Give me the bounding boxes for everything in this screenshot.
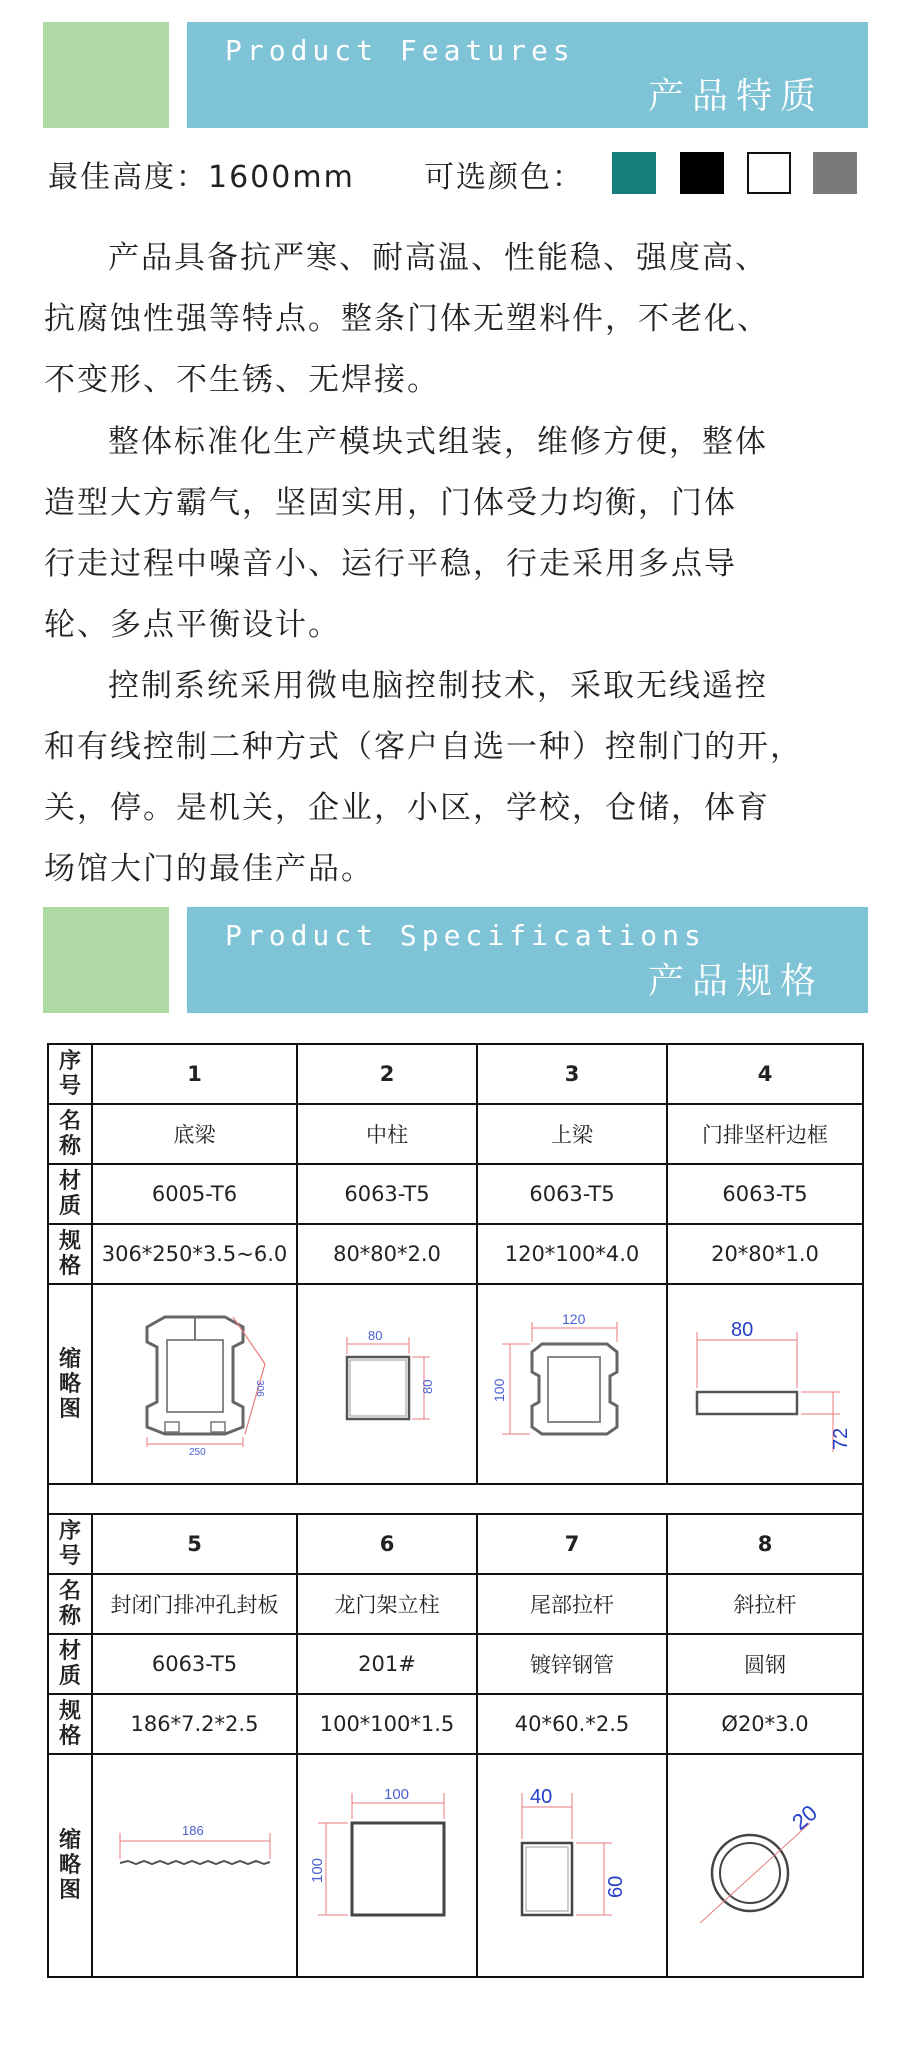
item-material: 6063-T5 (92, 1634, 297, 1694)
para-line: 整体标准化生产模块式组装，维修方便，整体 (108, 424, 768, 460)
color-swatch-gray (813, 152, 857, 194)
dim-label: 80 (731, 1318, 754, 1341)
row-header-sketch: 缩略图 (48, 1754, 92, 1977)
specs-title-cn: 产品规格 (647, 961, 824, 1002)
para-line: 行走过程中噪音小、运行平稳，行走采用多点导 (44, 546, 737, 582)
row-header-material: 材质 (48, 1164, 92, 1224)
item-spec: 80*80*2.0 (297, 1224, 477, 1284)
table-row (48, 1284, 863, 1484)
row-header-spec: 规格 (48, 1694, 92, 1754)
dim-label: 40 (530, 1786, 553, 1808)
features-title-cn: 产品特质 (647, 76, 824, 117)
table-row (48, 1514, 863, 1574)
item-number: 8 (667, 1514, 863, 1574)
diagonal-rod-profile-drawing (670, 1773, 860, 1953)
para-line: 关，停。是机关，企业，小区，学校，仓储，体育 (44, 790, 770, 826)
paragraph-features (44, 228, 884, 411)
item-material: 6005-T6 (92, 1164, 297, 1224)
row-header-seq: 序号 (48, 1044, 92, 1104)
color-swatch-black (680, 152, 724, 194)
table-row (48, 1754, 863, 1977)
color-label: 可选颜色： (424, 160, 584, 195)
table-row (48, 1164, 863, 1224)
sketch-cover-plate (92, 1754, 297, 1977)
sketch-frame (667, 1284, 863, 1484)
table-row (48, 1694, 863, 1754)
sketch-center-post (297, 1284, 477, 1484)
item-spec: 40*60.*2.5 (477, 1694, 667, 1754)
table-row (48, 1224, 863, 1284)
item-spec: 186*7.2*2.5 (92, 1694, 297, 1754)
item-spec: 100*100*1.5 (297, 1694, 477, 1754)
item-number: 3 (477, 1044, 667, 1104)
center-post-profile-drawing (302, 1302, 472, 1462)
dim-label: 100 (309, 1857, 326, 1883)
sketch-gantry-post (297, 1754, 477, 1977)
item-number: 4 (667, 1044, 863, 1104)
bottom-beam-profile-drawing (105, 1302, 285, 1462)
color-swatch-white (747, 152, 791, 194)
table-row (48, 1574, 863, 1634)
dim-label: 80 (368, 1327, 383, 1343)
paragraph-control (44, 656, 884, 900)
cover-plate-profile-drawing (100, 1773, 290, 1953)
item-number: 1 (92, 1044, 297, 1104)
table-row (48, 1104, 863, 1164)
header-green-block (43, 22, 169, 128)
item-name: 上梁 (477, 1104, 667, 1164)
row-header-material: 材质 (48, 1634, 92, 1694)
dim-label: 72 (830, 1427, 852, 1450)
dim-label: 20 (787, 1799, 822, 1835)
item-number: 7 (477, 1514, 667, 1574)
table-row (48, 1044, 863, 1104)
item-material: 镀锌钢管 (477, 1634, 667, 1694)
info-line (48, 152, 584, 196)
dim-label: 100 (491, 1378, 507, 1402)
para-line: 控制系统采用微电脑控制技术，采取无线遥控 (108, 668, 768, 704)
sketch-top-beam (477, 1284, 667, 1484)
header-blue-band (187, 22, 868, 128)
item-material: 6063-T5 (297, 1164, 477, 1224)
dim-label: 100 (384, 1786, 410, 1803)
sketch-tail-rod (477, 1754, 667, 1977)
features-header (43, 22, 868, 128)
item-name: 中柱 (297, 1104, 477, 1164)
item-material: 201# (297, 1634, 477, 1694)
color-swatch-teal (612, 152, 656, 194)
row-header-name: 名称 (48, 1574, 92, 1634)
item-spec: Ø20*3.0 (667, 1694, 863, 1754)
spacer-cell (48, 1484, 863, 1514)
item-number: 6 (297, 1514, 477, 1574)
sketch-bottom-beam (92, 1284, 297, 1484)
table-row (48, 1634, 863, 1694)
gantry-post-profile-drawing (302, 1773, 472, 1953)
item-spec: 306*250*3.5~6.0 (92, 1224, 297, 1284)
table-spacer-row (48, 1484, 863, 1514)
row-header-name: 名称 (48, 1104, 92, 1164)
frame-profile-drawing (675, 1302, 855, 1462)
para-line: 造型大方霸气，坚固实用，门体受力均衡，门体 (44, 485, 737, 521)
item-name: 封闭门排冲孔封板 (92, 1574, 297, 1634)
paragraph-design (44, 412, 884, 656)
dim-label: 186 (181, 1823, 204, 1838)
header-green-block (43, 907, 169, 1013)
item-name: 斜拉杆 (667, 1574, 863, 1634)
dim-label: 80 (420, 1379, 435, 1394)
para-line: 抗腐蚀性强等特点。整条门体无塑料件，不老化、 (44, 301, 770, 337)
item-number: 5 (92, 1514, 297, 1574)
dim-label: 60 (605, 1875, 627, 1898)
item-name: 龙门架立柱 (297, 1574, 477, 1634)
sketch-diagonal-rod (667, 1754, 863, 1977)
item-name: 底梁 (92, 1104, 297, 1164)
row-header-spec: 规格 (48, 1224, 92, 1284)
para-line: 不变形、不生锈、无焊接。 (44, 362, 440, 398)
row-header-sketch: 缩略图 (48, 1284, 92, 1484)
item-material: 6063-T5 (477, 1164, 667, 1224)
spec-table (47, 1043, 864, 1978)
para-line: 轮、多点平衡设计。 (44, 607, 341, 643)
dim-label: 250 (188, 1446, 206, 1458)
item-material: 6063-T5 (667, 1164, 863, 1224)
height-label: 最佳高度：1600mm (48, 160, 355, 195)
header-blue-band (187, 907, 868, 1013)
tail-rod-profile-drawing (482, 1773, 662, 1953)
item-name: 门排坚杆边框 (667, 1104, 863, 1164)
para-line: 产品具备抗严寒、耐高温、性能稳、强度高、 (108, 240, 768, 276)
item-material: 圆钢 (667, 1634, 863, 1694)
item-spec: 20*80*1.0 (667, 1224, 863, 1284)
para-line: 场馆大门的最佳产品。 (44, 851, 374, 887)
para-line: 和有线控制二种方式（客户自选一种）控制门的开， (44, 729, 803, 765)
features-title-en: Product Features (225, 34, 575, 67)
item-number: 2 (297, 1044, 477, 1104)
specs-header (43, 907, 868, 1013)
top-beam-profile-drawing (482, 1302, 662, 1462)
item-name: 尾部拉杆 (477, 1574, 667, 1634)
row-header-seq: 序号 (48, 1514, 92, 1574)
dim-label: 120 (562, 1310, 586, 1327)
item-spec: 120*100*4.0 (477, 1224, 667, 1284)
specs-title-en: Product Specifications (225, 919, 706, 952)
dim-label: 306 (253, 1379, 265, 1397)
